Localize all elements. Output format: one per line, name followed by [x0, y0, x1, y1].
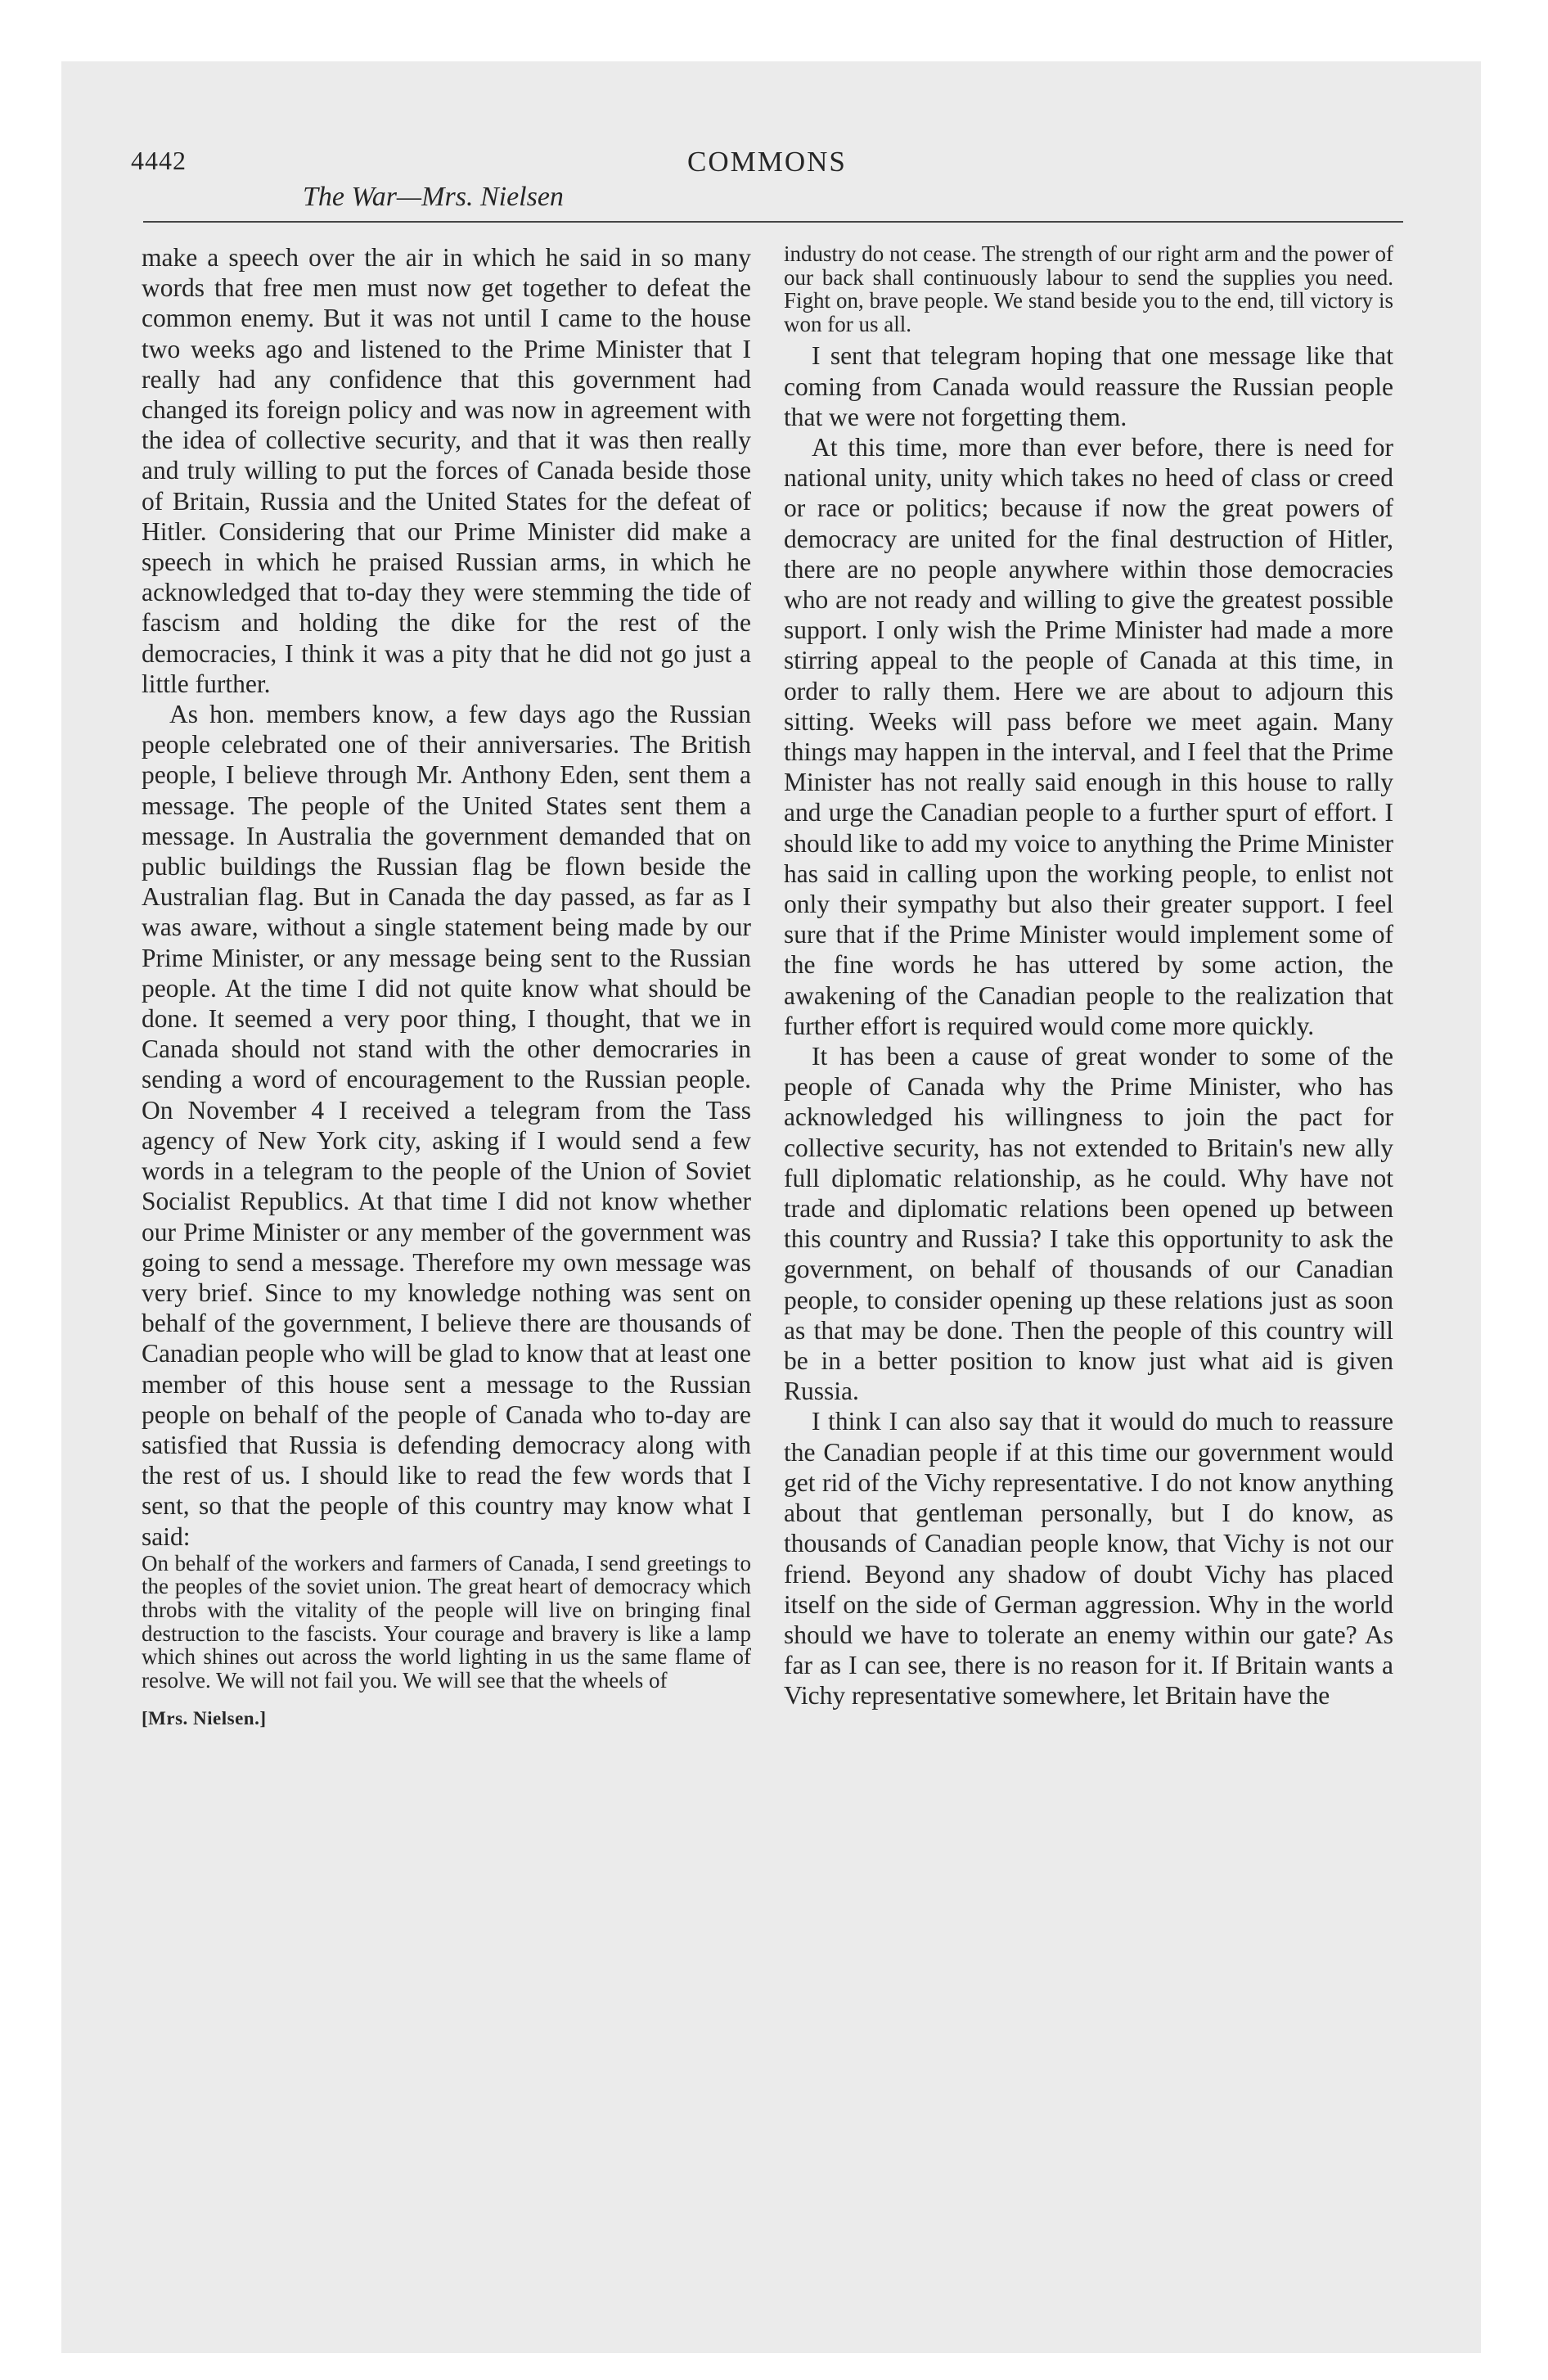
paragraph: As hon. members know, a few days ago the Russian people celebrated one of their anniversaries. The British people, I believe through Mr. Anthony Eden, sent them a message. The people of the United States sent them a message. In Australia the government demanded that on public buildings the Russian flag be flown beside the Australian flag. But in Canada the day passed, as far as I was aware, without a single statement being made by our Prime Minister, or any message being sent to the Russian people. At the time I did not quite know what should be done. It seemed a very poor thing, I thought, that we in Canada should not stand with the other democraries in sending a word of encouragement to the Russian people. On November 4 I received a telegram from the Tass agency of New York city, asking if I would send a few words in a telegram to the people of the Union of Soviet Socialist Republics. At that time I did not know whether our Prime Minister or any member of the government was going to send a message. Therefore my own message was very brief. Since to my knowledge nothing was sent on behalf of the government, I believe there are thousands of Canadian people who will be glad to know that at least one member of this house sent a message to the Russian people on behalf of the people of Canada who to-day are satisfied that Russia is defending democracy along with the rest of us. I should like to read the few words that I sent, so that the people of this country may know what I said:	[142, 700, 751, 1551]
page-header	[131, 146, 1415, 219]
telegram-quote-continued: industry do not cease. The strength of our right arm and the power of our back shall continuously labour to send the supplies you need. Fight on, brave people. We stand beside you to the end, till victory is won for us all.	[784, 241, 1393, 336]
left-column	[142, 242, 751, 1734]
speaker-tag: [Mrs. Nielsen.]	[142, 1708, 267, 1729]
paragraph: make a speech over the air in which he said in so many words that free men must now get together to defeat the common enemy. But it was not until I came to the house two weeks ago and listened to the Prime Minister that I really had any confidence that this government had changed its foreign policy and was now in agreement with the idea of collective security, and that it was then really and truly willing to put the forces of Canada beside those of Britain, Russia and the United States for the defeat of Hitler. Considering that our Prime Minister did make a speech in which he praised Russian arms, in which he acknowledged that to-day they were stemming the tide of fascism and holding the dike for the rest of the democracies, I think it was a pity that he did not go just a little further.	[142, 243, 751, 698]
paragraph: I sent that telegram hoping that one message like that coming from Canada would reassure the Russian people that we were not forgetting them.	[784, 341, 1393, 431]
paragraph: I think I can also say that it would do much to reassure the Canadian people if at this time our government would get rid of the Vichy representative. I do not know anything about that gentleman personally, but I do know, as thousands of Canadian people know, that Vichy is not our friend. Beyond any shadow of doubt Vichy has placed itself on the side of German aggression. Why in the world should we have to tolerate an enemy within our gate? As far as I can see, there is no reason for it. If Britain wants a Vichy representative somewhere, let Britain have the	[784, 1407, 1393, 1711]
paragraph: It has been a cause of great wonder to some of the people of Canada why the Prime Minister, who has acknowledged his willingness to join the pact for collective security, has not extended to Britain's new ally full diplomatic relationship, as he could. Why have not trade and diplomatic relations been opened up between this country and Russia? I take this opportunity to ask the government, on behalf of thousands of our Canadian people, to consider opening up these relations just as soon as that may be done. Then the people of this country will be in a better position to know just what aid is given Russia.	[784, 1042, 1393, 1406]
right-column	[784, 242, 1393, 1711]
header-rule	[143, 221, 1403, 223]
page-number: 4442	[131, 146, 187, 175]
telegram-quote: On behalf of the workers and farmers of Canada, I send greetings to the peoples of the soviet union. The great heart of democracy which throbs with the vitality of the people will live on bringing final destruction to the fascists. Your courage and bravery is like a lamp which shines out across the world lighting in us the same flame of resolve. We will not fail you. We will see that the wheels of	[142, 1550, 751, 1693]
page-title: The War—Mrs. Nielsen	[303, 182, 564, 212]
chamber-name: COMMONS	[687, 146, 847, 178]
paragraph: At this time, more than ever before, there is need for national unity, unity which takes no heed of class or creed or race or politics; because if now the great powers of democracy are united for the final destruction of Hitler, there are no people anywhere within those democracies who are not ready and willing to give the greatest possible support. I only wish the Prime Minister had made a more stirring appeal to the people of Canada at this time, in order to rally them. Here we are about to adjourn this sitting. Weeks will pass before we meet again. Many things may happen in the interval, and I feel that the Prime Minister has not really said enough in this house to rally and urge the Canadian people to a further spurt of effort. I should like to add my voice to anything the Prime Minister has said in calling upon the working people, to enlist not only their sympathy but also their greater support. I feel sure that if the Prime Minister would implement some of the fine words he has uttered by some action, the awakening of the Canadian people to the realization that further effort is required would come more quickly.	[784, 432, 1393, 1040]
